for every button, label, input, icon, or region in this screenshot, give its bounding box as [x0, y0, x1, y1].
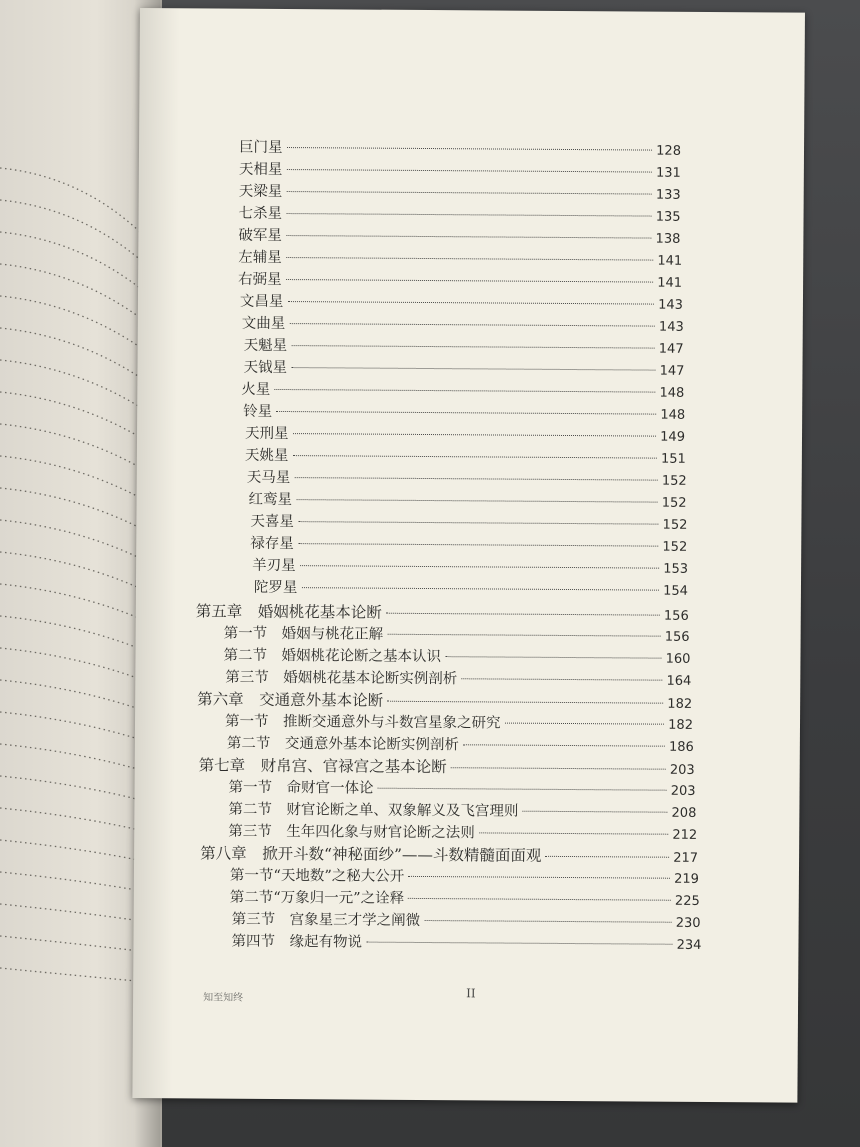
toc-dot-leader — [387, 634, 661, 637]
toc-entry-page-number: 141 — [657, 253, 683, 269]
toc-dot-leader — [289, 323, 655, 327]
toc-entry-page-number: 230 — [675, 915, 701, 931]
toc-dot-leader — [298, 521, 659, 525]
toc-entry — [230, 867, 699, 889]
toc-entry-page-number: 160 — [665, 651, 691, 667]
toc-dot-leader — [424, 920, 672, 923]
toc-entry — [245, 425, 685, 447]
toc-entry-page-number: 203 — [669, 762, 695, 778]
toc-entry-title: 第一节“天地数”之秘大公开 — [229, 867, 405, 885]
toc-dot-leader — [366, 942, 673, 945]
toc-dot-leader — [445, 656, 662, 659]
toc-entry-page-number: 186 — [668, 739, 694, 755]
toc-entry-page-number: 153 — [663, 561, 689, 577]
toc-entry — [225, 669, 691, 691]
toc-entry-title: 天钺星 — [243, 359, 288, 377]
toc-entry-title: 第六章 交通意外基本论断 — [197, 690, 384, 710]
toc-entry — [248, 491, 686, 513]
toc-entry-title: 第三节 婚姻桃花基本论断实例剖析 — [225, 669, 458, 688]
toc-entry — [225, 713, 693, 735]
toc-entry — [242, 315, 684, 337]
toc-entry — [250, 535, 687, 557]
toc-entry — [252, 557, 688, 579]
toc-entry-page-number: 152 — [662, 539, 688, 555]
toc-entry — [247, 469, 687, 491]
toc-entry — [241, 381, 684, 403]
toc-entry-title: 左辅星 — [238, 249, 282, 266]
toc-entry-page-number: 219 — [674, 871, 699, 887]
toc-entry — [243, 403, 685, 425]
toc-entry-title: 第二节 财官论断之单、双象解义及飞宫理则 — [228, 801, 519, 820]
toc-entry — [243, 359, 684, 381]
toc-dot-leader — [291, 367, 656, 371]
toc-entry — [238, 227, 680, 249]
toc-dot-leader — [286, 257, 654, 261]
toc-entry-title: 第三节 宫象星三才学之阐微 — [231, 911, 421, 929]
toc-dot-leader — [479, 832, 669, 834]
toc-entry — [228, 801, 696, 823]
toc-dot-leader — [287, 301, 654, 305]
toc-entry-page-number: 151 — [660, 451, 686, 467]
toc-entry — [224, 625, 690, 647]
toc-dot-leader — [286, 191, 652, 195]
toc-entry — [228, 823, 697, 845]
toc-entry-title: 天相星 — [238, 161, 283, 178]
toc-entry — [238, 271, 682, 293]
toc-entry-title: 火星 — [241, 381, 271, 398]
toc-entry-page-number: 203 — [670, 783, 696, 799]
toc-entry-page-number: 152 — [661, 473, 687, 489]
toc-dot-leader — [291, 345, 655, 349]
toc-entry-page-number: 152 — [662, 517, 688, 533]
toc-entry-title: 天喜星 — [250, 513, 294, 531]
toc-entry — [223, 647, 690, 669]
toc-entry-title: 天梁星 — [238, 183, 283, 200]
toc-entry-title: 天刑星 — [244, 425, 289, 443]
toc-entry-title: 右弼星 — [238, 271, 282, 288]
toc-dot-leader — [451, 767, 666, 770]
toc-entry-title: 第五章 婚姻桃花基本论断 — [195, 602, 382, 622]
toc-dot-leader — [293, 433, 657, 437]
toc-entry-title: 羊刃星 — [252, 557, 296, 575]
toc-entry-page-number: 164 — [666, 673, 692, 689]
toc-entry — [230, 889, 700, 911]
toc-entry-title: 第八章 掀开斗数“神秘面纱”——斗数精髓面面观 — [200, 844, 542, 865]
toc-dot-leader — [387, 701, 663, 704]
toc-entry-title: 陀罗星 — [253, 579, 298, 597]
toc-entry-page-number: 152 — [661, 495, 687, 511]
toc-entry-title: 第七章 财帛宫、官禄宫之基本论断 — [198, 756, 447, 777]
toc-dot-leader — [463, 744, 665, 746]
toc-entry — [232, 911, 701, 933]
toc-entry-title: 破军星 — [238, 227, 282, 244]
toc-entry — [254, 579, 688, 601]
footer-left-text: 知至知终 — [203, 992, 244, 1004]
toc-dot-leader — [300, 565, 660, 569]
toc-entry-page-number: 138 — [655, 231, 681, 247]
toc-dot-leader — [292, 455, 657, 459]
toc-dot-leader — [298, 543, 659, 547]
right-page — [132, 8, 805, 1103]
toc-dot-leader — [276, 411, 656, 415]
toc-dot-leader — [286, 213, 652, 217]
toc-dot-leader — [286, 279, 654, 283]
toc-entry-page-number: 148 — [659, 385, 685, 401]
toc-dot-leader — [301, 587, 659, 590]
toc-entry-title: 红鸾星 — [248, 491, 293, 509]
toc-entry-title: 天姚星 — [244, 447, 289, 465]
toc-entry-title: 天魁星 — [243, 337, 288, 355]
toc-dot-leader — [461, 678, 662, 680]
toc-entry-page-number: 149 — [660, 429, 686, 445]
toc-entry-page-number: 154 — [663, 583, 688, 599]
toc-dot-leader — [274, 389, 655, 393]
toc-dot-leader — [287, 147, 653, 151]
toc-entry — [250, 513, 687, 535]
toc-entry-page-number: 147 — [658, 341, 684, 357]
toc-entry — [239, 183, 681, 205]
toc-entry-page-number: 212 — [672, 827, 698, 843]
toc-dot-leader — [294, 477, 658, 481]
toc-entry-page-number: 143 — [658, 297, 683, 313]
toc-entry — [239, 161, 681, 183]
toc-entry — [196, 602, 689, 625]
toc-entry — [231, 933, 701, 955]
toc-entry-title: 文曲星 — [241, 315, 286, 333]
toc-entry — [200, 844, 698, 867]
toc-dot-leader — [408, 898, 671, 901]
toc-entry — [238, 205, 680, 227]
toc-entry-title: 文昌星 — [239, 293, 284, 311]
toc-entry — [227, 735, 694, 757]
toc-dot-leader — [286, 169, 652, 173]
toc-entry-title: 第四节 缘起有物说 — [231, 933, 363, 951]
toc-entry-page-number: 234 — [676, 937, 702, 953]
toc-entry-page-number: 128 — [656, 143, 682, 159]
toc-entry — [245, 447, 686, 469]
toc-entry-page-number: 131 — [655, 165, 681, 181]
toc-entry-title: 第二节 婚姻桃花论断之基本认识 — [223, 647, 442, 666]
toc-entry-title: 第一节 婚姻与桃花正解 — [223, 625, 384, 643]
toc-entry-page-number: 208 — [671, 805, 697, 821]
toc-entry-page-number: 156 — [664, 629, 690, 645]
toc-dot-leader — [505, 723, 665, 725]
toc-entry-page-number: 182 — [668, 717, 694, 733]
toc-entry — [244, 337, 684, 359]
toc-entry — [240, 293, 683, 315]
toc-dot-leader — [386, 613, 660, 616]
toc-entry-page-number: 182 — [667, 696, 693, 712]
toc-entry-title: 第一节 命财官一体论 — [228, 779, 374, 797]
toc-entry — [228, 779, 695, 801]
toc-entry-title: 第二节 交通意外基本论断实例剖析 — [226, 735, 459, 754]
toc-entry — [238, 249, 682, 271]
toc-dot-leader — [378, 788, 667, 791]
toc-entry-page-number: 156 — [663, 608, 689, 624]
toc-entry-title: 铃星 — [243, 403, 273, 420]
toc-entry-page-number: 147 — [659, 363, 685, 379]
toc-entry-page-number: 135 — [655, 209, 681, 225]
toc-dot-leader — [545, 856, 669, 858]
toc-entry — [239, 139, 681, 161]
toc-entry-page-number: 217 — [673, 850, 699, 866]
toc-dot-leader — [522, 811, 667, 813]
toc-dot-leader — [296, 499, 658, 503]
toc-entry-title: 禄存星 — [250, 535, 294, 553]
toc-entry-title: 天马星 — [246, 469, 291, 487]
toc-entry-page-number: 225 — [674, 893, 700, 909]
toc-entry-title: 巨门星 — [238, 139, 283, 156]
toc-entry-title: 第一节 推断交通意外与斗数宫星象之研究 — [224, 713, 501, 732]
toc-entry-page-number: 141 — [657, 275, 683, 291]
toc-entry-title: 第二节“万象归一元”之诠释 — [229, 889, 405, 907]
table-of-contents — [132, 8, 805, 1103]
toc-entry-page-number: 148 — [660, 407, 686, 423]
toc-entry — [197, 690, 692, 713]
toc-dot-leader — [286, 235, 652, 239]
toc-dot-leader — [408, 876, 670, 879]
toc-entry-page-number: 143 — [658, 319, 684, 335]
footer-page-number: II — [466, 986, 476, 1001]
toc-entry — [199, 756, 695, 779]
toc-entry-title: 七杀星 — [238, 205, 283, 222]
toc-entry-page-number: 133 — [655, 187, 681, 203]
toc-entry-title: 第三节 生年四化象与财官论断之法则 — [228, 823, 475, 842]
